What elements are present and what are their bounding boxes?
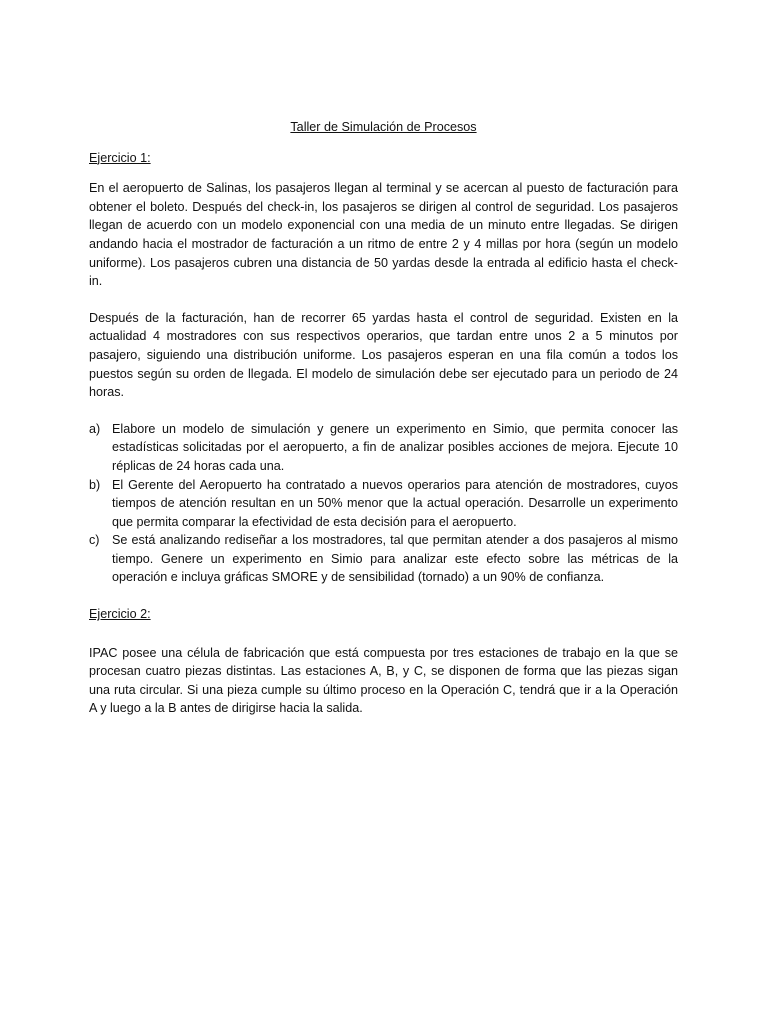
exercise-1-task-list xyxy=(89,420,678,587)
task-marker: a) xyxy=(89,421,101,436)
task-marker: c) xyxy=(89,533,100,548)
task-item-a xyxy=(89,420,678,476)
exercise-1-paragraph-2: Después de la facturación, han de recorrer 65 yardas hasta el control de seguridad. Existen en la actualidad 4 mostradores con sus respectivos operarios, que tardan entre unos 2 a 5 minutos por pasajero, siguiendo una distribución uniforme. Los pasajeros esperan en una fila común a todos los puestos según su orden de llegada. El modelo de simulación debe ser ejecutado para un periodo de 24 horas. xyxy=(89,310,678,400)
document-page xyxy=(89,118,678,736)
exercise-2-section xyxy=(89,605,678,718)
document-title: Taller de Simulación de Procesos xyxy=(290,120,477,134)
task-item-c xyxy=(89,531,678,587)
exercise-1-paragraph-1: En el aeropuerto de Salinas, los pasajeros llegan al terminal y se acercan al puesto de facturación para obtener el boleto. Después del check-in, los pasajeros se dirigen al control de seguridad. Los pasajeros llegan de acuerdo con un modelo exponencial con una media de un minuto entre llegadas. Se dirigen andando hacia el mostrador de facturación a un ritmo de entre 2 y 4 millas por hora (según un modelo uniforme). Los pasajeros cubren una distancia de 50 yardas desde la entrada al edificio hasta el check-in. xyxy=(89,181,678,289)
exercise-2-paragraph-1: IPAC posee una célula de fabricación que está compuesta por tres estaciones de trabajo en la que se procesan cuatro piezas distintas. Las estaciones A, B, y C, se disponen de forma que las piezas sigan una ruta circular. Si una pieza cumple su último proceso en la Operación C, tendrá que ir a la Operación A y luego a la B antes de dirigirse hacia la salida. xyxy=(89,645,678,716)
task-item-b xyxy=(89,476,678,532)
task-text: El Gerente del Aeropuerto ha contratado a nuevos operarios para atención de mostradores, cuyos tiempos de atención resultan en un 50% menor que la actual operación. Desarrolle un experimento que permita comparar la efectividad de esta decisión para el aeropuerto. xyxy=(112,477,678,529)
task-text: Se está analizando rediseñar a los mostradores, tal que permitan atender a dos pasajeros al mismo tiempo. Genere un experimento en Simio para analizar este efecto sobre las métricas de la operación e incluya gráficas SMORE y de sensibilidad (tornado) a un 90% de confianza. xyxy=(112,533,678,585)
task-marker: b) xyxy=(89,477,101,492)
exercise-2-heading: Ejercicio 2: xyxy=(89,607,151,622)
task-text: Elabore un modelo de simulación y genere un experimento en Simio, que permita conocer las estadísticas solicitadas por el aeropuerto, a fin de analizar posibles acciones de mejora. Ejecute 10 réplicas de 24 horas cada una. xyxy=(112,421,678,473)
exercise-1-section xyxy=(89,149,678,587)
exercise-1-heading: Ejercicio 1: xyxy=(89,150,151,165)
